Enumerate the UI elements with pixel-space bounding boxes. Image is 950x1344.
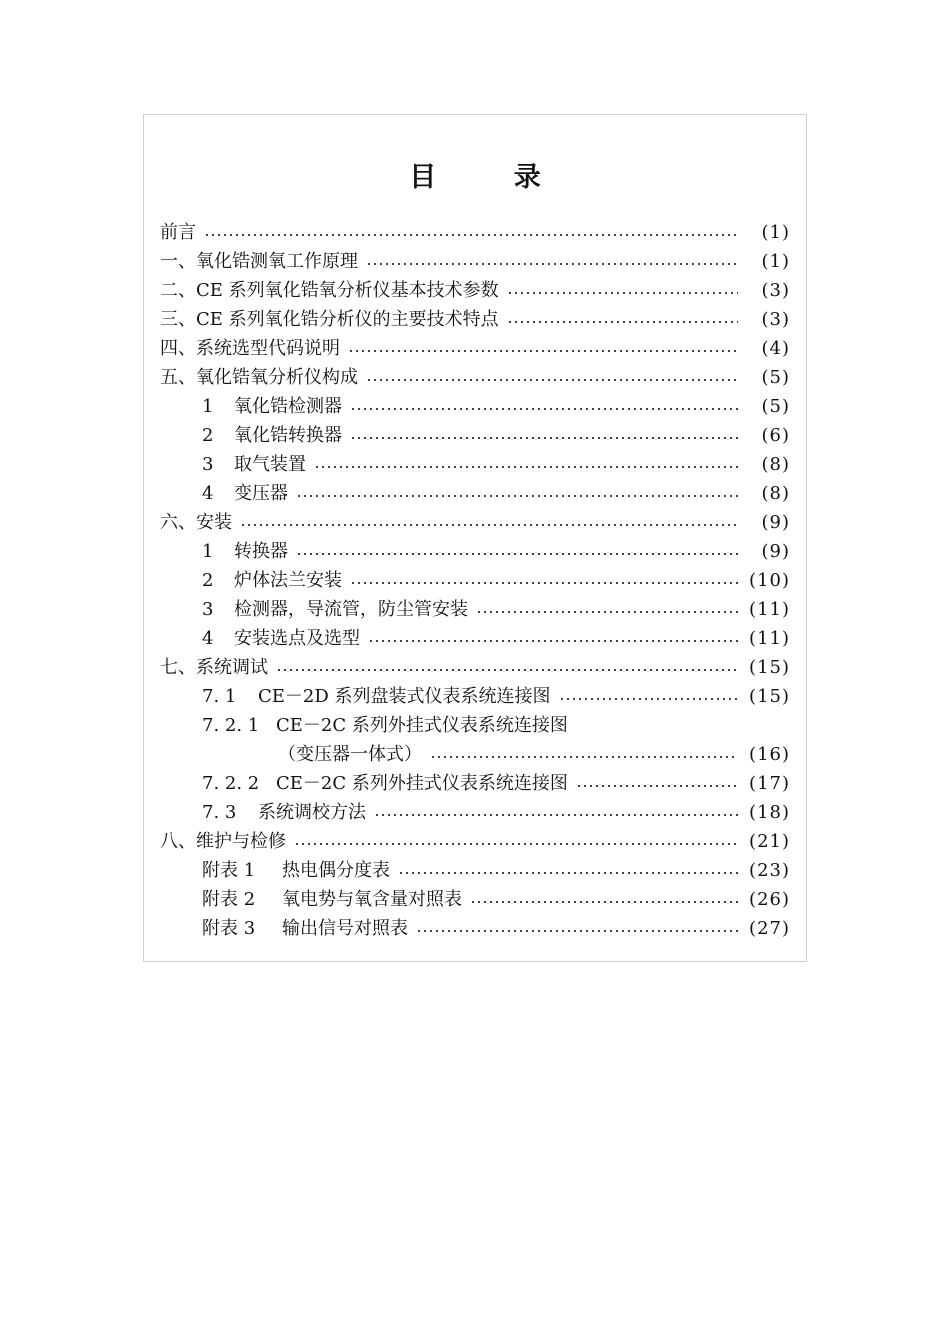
toc-entry-page: (9) <box>761 541 790 562</box>
toc-entry <box>202 421 790 450</box>
toc-entry-page: (11) <box>749 628 790 649</box>
toc-leader-dots <box>368 639 738 643</box>
toc-entry-page: (6) <box>761 425 790 446</box>
toc-entry-label: 氧化锆检测器 <box>234 396 342 417</box>
toc-leader-dots <box>430 755 738 759</box>
toc-entry-label: 系统调校方法 <box>258 802 366 823</box>
toc-leader-dots <box>559 697 738 701</box>
toc-entry <box>202 624 790 653</box>
toc-entry-number: 2 <box>202 425 214 446</box>
toc-entry <box>160 305 790 334</box>
toc-leader-dots <box>296 552 738 556</box>
toc-entry <box>202 537 790 566</box>
toc-entry-page: (15) <box>749 657 790 678</box>
toc-entry-page: (5) <box>761 396 790 417</box>
toc-entry-label: 检测器，导流管，防尘管安装 <box>234 599 468 620</box>
toc-entry-label: 六、安装 <box>160 512 232 533</box>
toc-leader-dots <box>576 726 738 730</box>
toc-entry-number: 附表 1 <box>202 860 256 881</box>
toc-entry-number: 附表 2 <box>202 889 256 910</box>
toc-entry-label: 二、CE 系列氧化锆氧分析仪基本技术参数 <box>160 280 499 301</box>
toc-entry-label: 输出信号对照表 <box>282 918 408 939</box>
toc-entry-label: （变压器一体式） <box>278 744 422 765</box>
toc-entry <box>202 769 790 798</box>
toc-leader-dots <box>350 407 738 411</box>
toc-entry-label: 氧电势与氧含量对照表 <box>282 889 462 910</box>
toc-page <box>143 114 807 962</box>
toc-entry <box>202 885 790 914</box>
toc-leader-dots <box>294 842 738 846</box>
toc-entry-number: 7. 2. 2 <box>202 773 260 794</box>
toc-entry <box>202 479 790 508</box>
toc-entry <box>160 653 790 682</box>
toc-entry-label: CE－2C 系列外挂式仪表系统连接图 <box>276 773 568 794</box>
toc-entry-page: (1) <box>761 251 790 272</box>
toc-entry-number: 2 <box>202 570 214 591</box>
toc-entry-page: (27) <box>749 918 790 939</box>
toc-entry-page: (1) <box>761 222 790 243</box>
toc-leader-dots <box>240 523 738 527</box>
toc-leader-dots <box>470 900 738 904</box>
toc-entry-label: 氧化锆转换器 <box>234 425 342 446</box>
toc-entry <box>160 827 790 856</box>
toc-leader-dots <box>204 233 738 237</box>
toc-entry-label: 安装选点及选型 <box>234 628 360 649</box>
toc-entry <box>202 566 790 595</box>
toc-entry-page: (18) <box>749 802 790 823</box>
toc-entry <box>202 914 790 943</box>
toc-entry <box>160 334 790 363</box>
toc-leader-dots <box>507 291 738 295</box>
toc-entry <box>160 508 790 537</box>
toc-leader-dots <box>350 436 738 440</box>
toc-leader-dots <box>296 494 738 498</box>
toc-entry-number: 1 <box>202 396 214 417</box>
toc-leader-dots <box>276 668 738 672</box>
toc-entry <box>202 392 790 421</box>
toc-entry-page: (3) <box>761 280 790 301</box>
toc-entry <box>160 247 790 276</box>
toc-entry-label: 前言 <box>160 222 196 243</box>
toc-entry-number: 附表 3 <box>202 918 256 939</box>
page-title: 目 录 <box>409 162 575 193</box>
toc-leader-dots <box>398 871 738 875</box>
toc-entry-number: 4 <box>202 483 214 504</box>
toc-entry <box>202 595 790 624</box>
toc-entry-page: (3) <box>761 309 790 330</box>
toc-entry-number: 3 <box>202 454 214 475</box>
toc-entry-page: (10) <box>749 570 790 591</box>
toc-entry <box>160 276 790 305</box>
toc-entry-number: 7. 3 <box>202 802 237 823</box>
toc-entry-page: (8) <box>761 483 790 504</box>
toc-entry-number: 3 <box>202 599 214 620</box>
toc-entry <box>202 798 790 827</box>
toc-entry <box>202 856 790 885</box>
toc-entry-page: (17) <box>749 773 790 794</box>
toc-entry-number: 1 <box>202 541 214 562</box>
toc-entry-page: (16) <box>749 744 790 765</box>
toc-entry-number: 7. 1 <box>202 686 237 707</box>
toc-entry-label: 取气装置 <box>234 454 306 475</box>
toc-entry <box>202 450 790 479</box>
toc-entry-page: (11) <box>749 599 790 620</box>
toc-leader-dots <box>314 465 738 469</box>
toc-entry-page: (15) <box>749 686 790 707</box>
toc-entry-label: 四、系统选型代码说明 <box>160 338 340 359</box>
toc-entry-label: 一、氧化锆测氧工作原理 <box>160 251 358 272</box>
toc-entry-label: 七、系统调试 <box>160 657 268 678</box>
toc-entry-label: 炉体法兰安装 <box>234 570 342 591</box>
toc-entry-label: 转换器 <box>234 541 288 562</box>
toc-entry-label: CE－2D 系列盘装式仪表系统连接图 <box>258 686 551 707</box>
toc-entry-label: 热电偶分度表 <box>282 860 390 881</box>
toc-entry-label: 八、维护与检修 <box>160 831 286 852</box>
toc-entry-page: (9) <box>761 512 790 533</box>
toc-entry-page: (26) <box>749 889 790 910</box>
toc-entry <box>278 740 790 769</box>
toc-entry-page: (8) <box>761 454 790 475</box>
toc-leader-dots <box>507 320 738 324</box>
toc-leader-dots <box>366 262 738 266</box>
toc-entry-number: 7. 2. 1 <box>202 715 260 736</box>
toc-leader-dots <box>476 610 738 614</box>
toc-entry-label: 三、CE 系列氧化锆分析仪的主要技术特点 <box>160 309 499 330</box>
toc-entry <box>160 363 790 392</box>
toc-entry <box>202 682 790 711</box>
toc-leader-dots <box>348 349 738 353</box>
toc-leader-dots <box>576 784 738 788</box>
toc-leader-dots <box>374 813 738 817</box>
toc-entry-label: 五、氧化锆氧分析仪构成 <box>160 367 358 388</box>
toc-entry <box>202 711 790 740</box>
toc-entry-page: (5) <box>761 367 790 388</box>
toc-entry-page: (21) <box>749 831 790 852</box>
toc-entry-number: 4 <box>202 628 214 649</box>
toc-entry-label: 变压器 <box>234 483 288 504</box>
toc-entry-page: (4) <box>761 338 790 359</box>
toc-leader-dots <box>350 581 738 585</box>
toc-entry-label: CE－2C 系列外挂式仪表系统连接图 <box>276 715 568 736</box>
toc-entry <box>160 218 790 247</box>
toc-leader-dots <box>366 378 738 382</box>
toc-entry-page: (23) <box>749 860 790 881</box>
toc-leader-dots <box>416 929 738 933</box>
